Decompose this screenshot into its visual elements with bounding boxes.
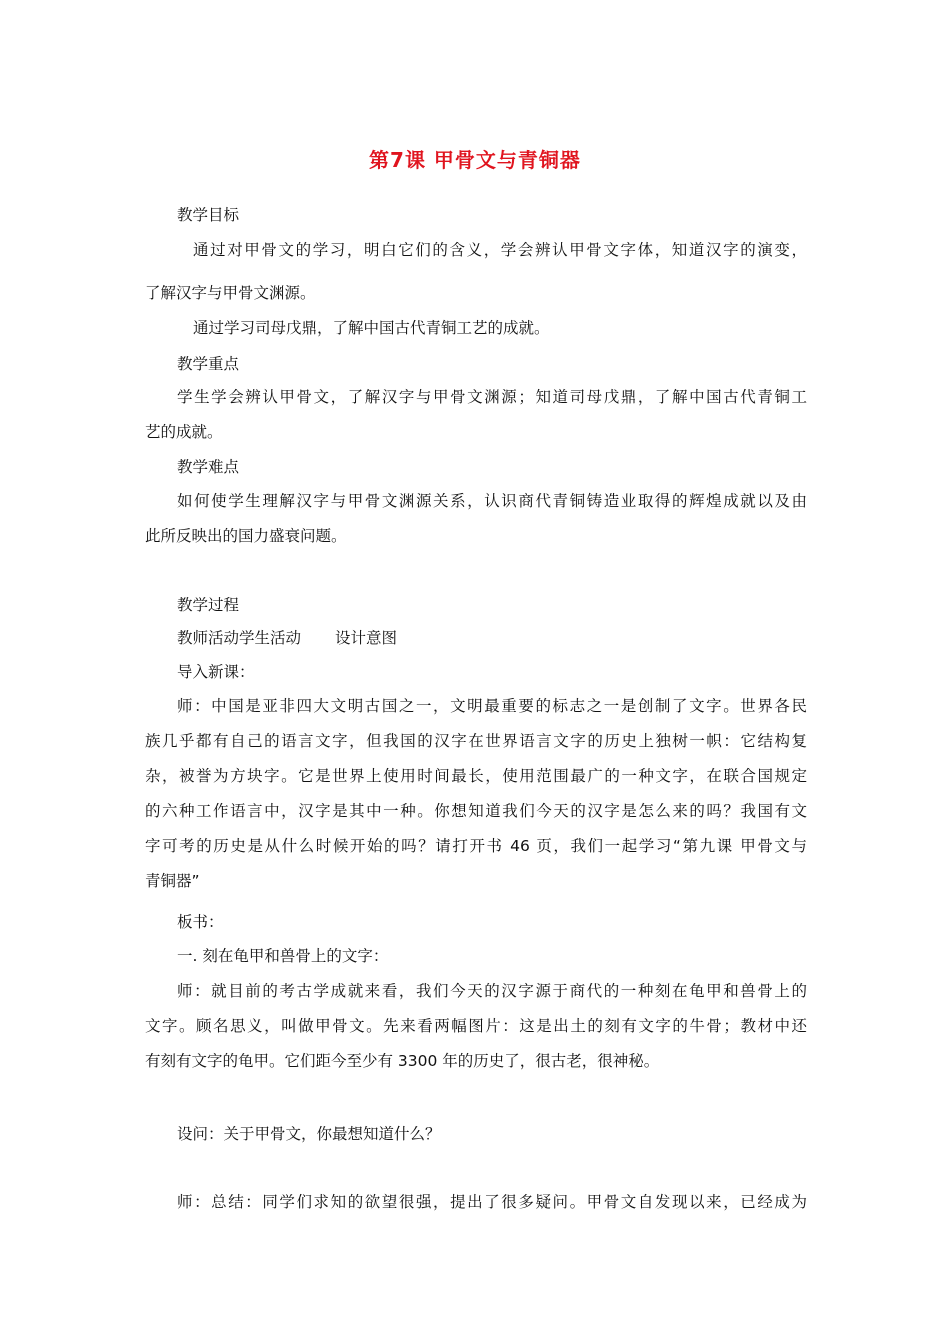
paragraph-line: 如何使学生理解汉字与甲骨文渊源关系，认识商代青铜铸造业取得的辉煌成就以及由 <box>177 492 807 510</box>
paragraph-line: 通过学习司母戊鼎，了解中国古代青铜工艺的成就。 <box>193 319 550 337</box>
paragraph-line: 学生学会辨认甲骨文，了解汉字与甲骨文渊源；知道司母戊鼎，了解中国古代青铜工 <box>177 388 807 406</box>
paragraph-line: 通过对甲骨文的学习，明白它们的含义，学会辨认甲骨文字体，知道汉字的演变， <box>193 241 807 259</box>
heading-process: 教学过程 <box>177 596 240 614</box>
column-headers <box>177 628 397 648</box>
paragraph-line: 师：总结：同学们求知的欲望很强，提出了很多疑问。甲骨文自发现以来，已经成为 <box>177 1193 807 1211</box>
heading-difficulties: 教学难点 <box>177 458 240 476</box>
paragraph-line: 了解汉字与甲骨文渊源。 <box>145 284 316 302</box>
column-header-activities: 教师活动学生活动 <box>177 629 302 647</box>
page-title: 第7课 甲骨文与青铜器 <box>369 148 581 172</box>
paragraph-line: 此所反映出的国力盛衰问题。 <box>145 527 347 545</box>
paragraph-line: 有刻有文字的龟甲。它们距今至少有 3300 年的历史了，很古老，很神秘。 <box>145 1052 660 1070</box>
paragraph-line: 的六种工作语言中，汉字是其中一种。你想知道我们今天的汉字是怎么来的吗？我国有文 <box>145 802 807 820</box>
section-heading-1: 一. 刻在龟甲和兽骨上的文字： <box>177 947 389 965</box>
heading-objectives: 教学目标 <box>177 206 240 224</box>
paragraph-line: 文字。顾名思义，叫做甲骨文。先来看两幅图片：这是出土的刻有文字的牛骨；教材中还 <box>145 1017 807 1035</box>
paragraph-line: 青铜器” <box>145 872 200 890</box>
board-label: 板书： <box>177 913 224 931</box>
paragraph-line: 族几乎都有自己的语言文字，但我国的汉字在世界语言文字的历史上独树一帜：它结构复 <box>145 732 807 750</box>
question-line: 设问：关于甲骨文，你最想知道什么？ <box>177 1125 441 1143</box>
heading-key-points: 教学重点 <box>177 355 240 373</box>
paragraph-line: 艺的成就。 <box>145 423 223 441</box>
paragraph-line: 字可考的历史是从什么时候开始的吗？请打开书 46 页，我们一起学习“第九课 甲骨文与 <box>145 837 807 855</box>
section-intro: 导入新课： <box>177 663 255 681</box>
paragraph-line: 师：就目前的考古学成就来看，我们今天的汉字源于商代的一种刻在龟甲和兽骨上的 <box>177 982 807 1000</box>
column-header-intent: 设计意图 <box>335 629 398 647</box>
paragraph-line: 杂，被誉为方块字。它是世界上使用时间最长，使用范围最广的一种文字，在联合国规定 <box>145 767 807 785</box>
paragraph-line: 师：中国是亚非四大文明古国之一，文明最重要的标志之一是创制了文字。世界各民 <box>177 697 807 715</box>
